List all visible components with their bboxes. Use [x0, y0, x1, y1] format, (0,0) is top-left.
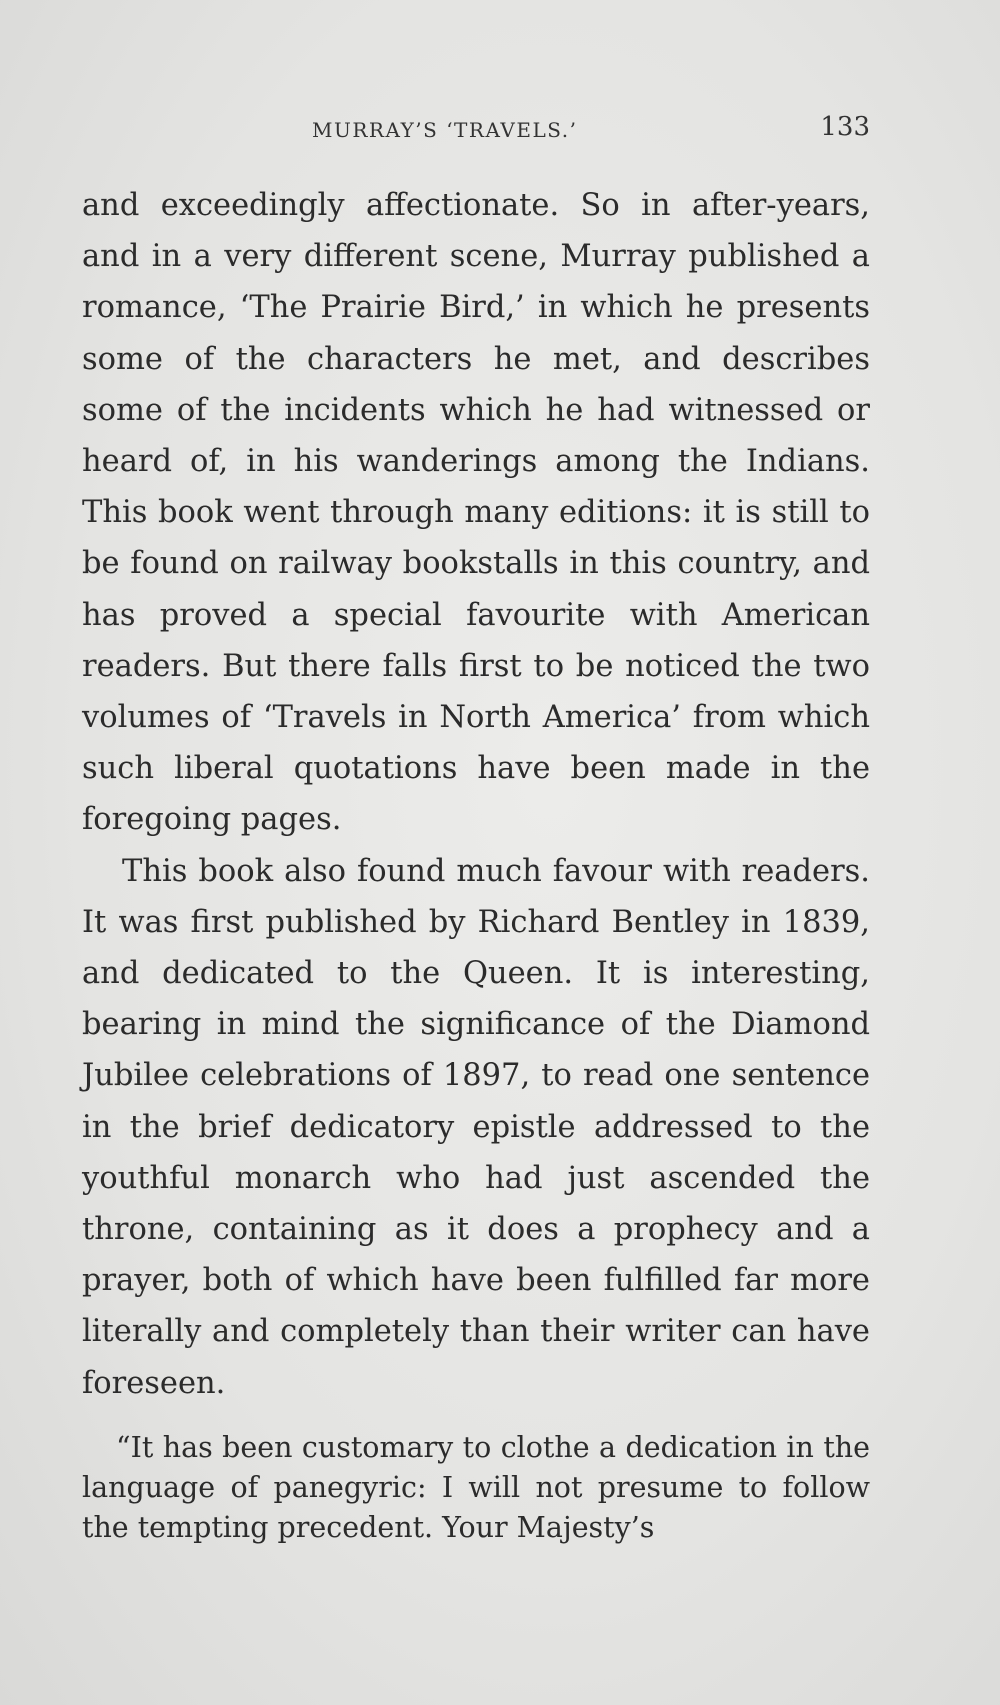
- paragraph-1: and exceedingly affectionate. So in after-years, and in a very different scene, Murray published a romance, ‘The Prairie Bird,’ in which he presents some of the characters he met, and describes some of the incidents which he had witnessed or heard of, in his wanderings among the Indians. This book went through many editions: it is still to be found on railway bookstalls in this country, and has proved a special favourite with American readers. But there falls first to be noticed the two volumes of ‘Travels in North America’ from which such liberal quotations have been made in the foregoing pages.: [82, 188, 870, 838]
- page-header: [82, 112, 870, 152]
- running-head: MURRAY’S ‘TRAVELS.’: [312, 118, 578, 142]
- body-text: [82, 180, 870, 1409]
- quote-text: “It has been customary to clothe a dedication in the language of panegyric: I will not presume to follow the tempting precedent. Your Majesty’s: [82, 1431, 870, 1544]
- dedication-quote: [82, 1428, 870, 1548]
- paragraph-2: This book also found much favour with readers. It was first published by Richard Bentley in 1839, and dedicated to the Queen. It is interesting, bearing in mind the significance of the Diamond Jubilee celebrations of 1897, to read one sentence in the brief dedicatory epistle addressed to the youthful monarch who had just ascended the throne, containing as it does a prophecy and a prayer, both of which have been fulfilled far more literally and completely than their writer can have foreseen.: [82, 853, 870, 1401]
- page-number: 133: [820, 112, 870, 142]
